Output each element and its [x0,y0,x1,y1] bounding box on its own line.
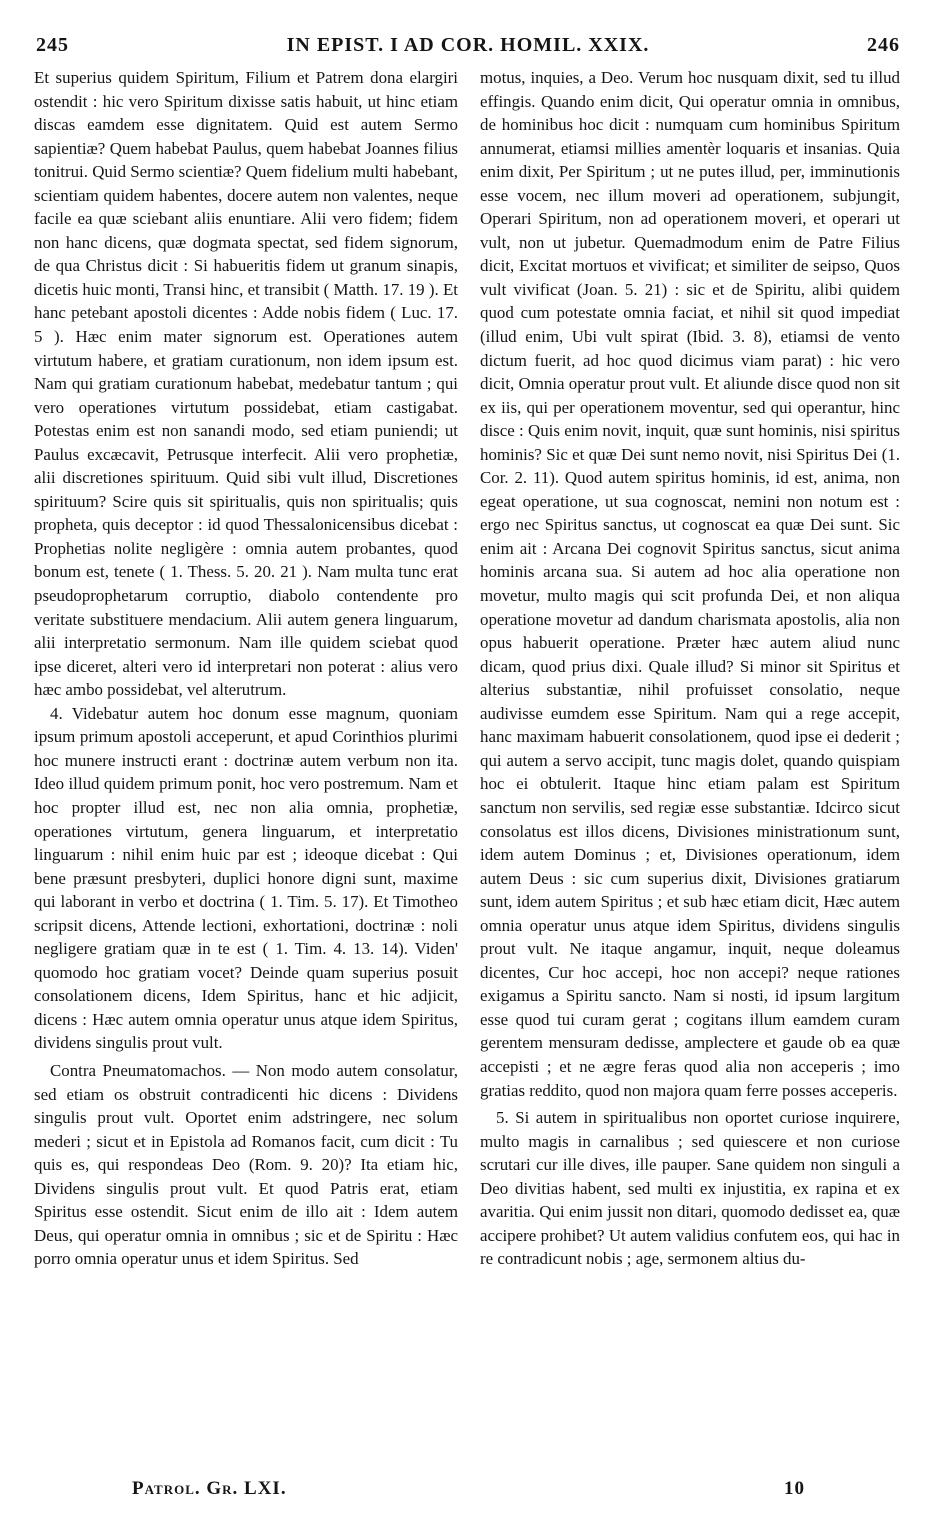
page-footer [36,1478,900,1508]
left-column [34,66,458,1464]
paragraph: Et superius quidem Spiritum, Filium et Patrem dona elargiri ostendit : hic vero Spiritum dixisse satis habuit, ut hinc etiam discas eamdem esse dignitatem. Quid est autem Sermo sapientiæ? Quem habebat Paulus, quem habebat Joannes filius tonitrui. Quid Sermo scientiæ? Quem fidelium multi habebant, scientiam quidem habentes, docere autem non valentes, neque facile ea quæ sciebant aliis enuntiare. Alii vero fidem; fidem non hanc dicens, quæ dogmata spectat, sed fidem signorum, de qua Christus dicit : Si habueritis fidem ut granum sinapis, dicetis huic monti, Transi hinc, et transibit ( Matth. 17. 19 ). Et hanc petebant apostoli dicentes : Adde nobis fidem ( Luc. 17. 5 ). Hæc enim mater signorum est. Operationes autem virtutum habere, et gratiam curationum, non idem ipsum est. Nam qui gratiam curationum habebat, medebatur tantum ; qui vero operationes virtutum possidebat, etiam castigabat. Potestas enim est non sanandi modo, sed etiam puniendi; ut Paulus excæcavit, Petrusque interfecit. Alii vero prophetiæ, alii discretiones spirituum. Quid sibi vult illud, Discretiones spirituum? Scire quis sit spiritualis, quis non spiritualis; quis propheta, quis deceptor : id quod Thessalonicensibus dicebat : Prophetias nolite negligère : omnia autem probantes, quod bonum est, tenete ( 1. Thess. 5. 20. 21 ). Nam multa tunc erat pseudoprophetarum corruptio, diabolo contendente pro veritate substituere mendacium. Alii autem genera linguarum, alii interpretatio sermonum. Nam ille quidem sciebat quod ipse diceret, alteri vero id interpretari non poterat : alius vero hæc ambo possidebat, vel alterutrum. [34,68,458,700]
paragraph: 5. Si autem in spiritualibus non oportet curiose inquirere, multo magis in carnalibus ; sed quiescere et non curiose scrutari cur ille dives, ille pauper. Sane quidem non singuli a Deo divitias habent, sed multi ex injustitia, ex rapina et ex avaritia. Qui enim jussit non ditari, quomodo dedisset ea, quæ accipere prohibet? Ut autem validius confutem eos, qui hac in re contradicunt nobis ; age, sermonem altius du- [480,1108,900,1269]
right-column [480,66,900,1464]
running-header [36,34,900,62]
running-title: IN EPIST. I AD COR. HOMIL. XXIX. [286,34,650,56]
sheet-number: 10 [784,1478,805,1499]
page-number-left: 245 [36,34,69,56]
paragraph: 4. Videbatur autem hoc donum esse magnum, quoniam ipsum primum apostoli acceperunt, et apud Corinthios plurimi hoc munere instructi erant : doctrinæ autem verbum non ita. Ideo illud quidem primum ponit, hoc vero postremum. Nam et hoc propter illud est, nec non alia omnia, prophetiæ, operationes virtutum, genera linguarum, et interpretatio linguarum : nihil enim huic par est ; ideoque dicebat : Qui bene præsunt presbyteri, duplici honore digni sunt, maxime qui laborant in verbo et doctrina ( 1. Tim. 5. 17). Et Timotheo scripsit dicens, Attende lectioni, exhortationi, doctrinæ : noli negligere gratiam quæ in te est ( 1. Tim. 4. 13. 14). Viden' quomodo hoc gratiam vocet? Deinde quam superius posuit consolationem dicens, Idem Spiritus, hanc et hic adjicit, dicens : Hæc autem omnia operatur unus atque idem Spiritus, dividens singulis prout vult. [34,703,458,1053]
page-number-right: 246 [867,34,900,56]
paragraph: motus, inquies, a Deo. Verum hoc nusquam dixit, sed tu illud effingis. Quando enim dicit, Qui operatur omnia in omnibus, de hominibus hoc dicit : numquam cum hominibus Spiritum annumerat, etiamsi millies amentèr loquaris et insanias. Quia enim dixit, Per Spiritum ; ut ne putes illud, per, imminutionis esse vocem, nec illum moveri ad operationem, subjungit, Operari Spiritum, non ad operationem moveri, et operari ut vult, non ut jubetur. Quemadmodum enim de Patre Filius dicit, Excitat mortuos et vivificat; et similiter de seipso, Quos vult vivificat (Joan. 5. 21) : sic et de Spiritu, alibi quidem quod cum potestate omnia faciat, et nihil sit quod impediat (illud enim, Ubi vult spirat (Ibid. 3. 8), etiamsi de vento dictum fuerit, ad hoc quod dicimus viam parat) : hic vero dicit, Omnia operatur prout vult. Et aliunde disce quod non sit ex iis, qui per operationem moventur, sed qui operantur, hinc disce : Quis enim novit, inquit, quæ sunt hominis, nisi spiritus hominis? Sic et quæ Dei sunt nemo novit, nisi Spiritus Dei (1. Cor. 2. 11). Quod autem spiritus hominis, id est, anima, non egeat operatione, ut sua cognoscat, nemini non notum est : ergo nec Spiritus sanctus, ut cognoscat ea quæ Dei sunt. Sic enim ait : Arcana Dei cognovit Spiritus sanctus, sicut anima hominis arcana sua. Si autem ad hoc alia operatione non movetur, multo magis qui scit profunda Dei, et non aliqua operatione movetur ad dandum charismata apostolis, alia non opus habuerit operatione. Præter hæc autem aliud nunc dicam, quod prius dixi. Quale illud? Si minor sit Spiritus et alterius substantiæ, nihil profuisset consolatio, neque audivisse eumdem esse Spiritum. Nam qui a rege accepit, hanc maximam habuerit consolationem, quod ipse ei dederit ; qui autem a servo accipit, tunc magis dolet, quando quispiam hoc ei obtulerit. Itaque hinc etiam palam est Spiritum sanctum non servilis, sed regiæ esse substantiæ. Idcirco sicut consolatus est illos dicens, Divisiones ministrationum sunt, idem autem Dominus ; et, Divisiones operationum, idem autem Deus : sic cum superius dixit, Divisiones gratiarum sunt, idem autem Spiritus ; et sub hæc etiam dicit, Hæc autem omnia operatur unus atque idem Spiritus, dividens singulis prout vult. Ne itaque angamur, inquit, neque doleamus dicentes, Cur hoc accepi, hoc non accepi? neque rationes exigamus a Spiritu sancto. Nam si nosti, id ipsum largitum esse quod tui curam gerat ; cogitans illum eamdem curam gerentem mensuram dedisse, amplectere et gaude ob ea quæ accepisti ; et ne ægre feras quod alia non acceperis ; imo gratias reddito, quod non majora quam ferre posses acceperis. [480,68,900,1100]
signature-mark: Patrol. Gr. LXI. [132,1478,287,1499]
paragraph: Contra Pneumatomachos. — Non modo autem consolatur, sed etiam os obstruit contradicenti hic dicens : Dividens singulis prout vult. Oportet enim adstringere, nec solum mederi ; sicut et in Epistola ad Romanos facit, cum dicit : Tu quis es, qui respondeas Deo (Rom. 9. 20)? Ita etiam hic, Dividens singulis prout vult. Et quod Patris erat, etiam Spiritus esse ostendit. Sicut enim de illo ait : Idem autem Deus, qui operatur omnia in omnibus ; sic et de Spiritu : Hæc porro omnia operatur unus et idem Spiritus. Sed [34,1060,458,1269]
